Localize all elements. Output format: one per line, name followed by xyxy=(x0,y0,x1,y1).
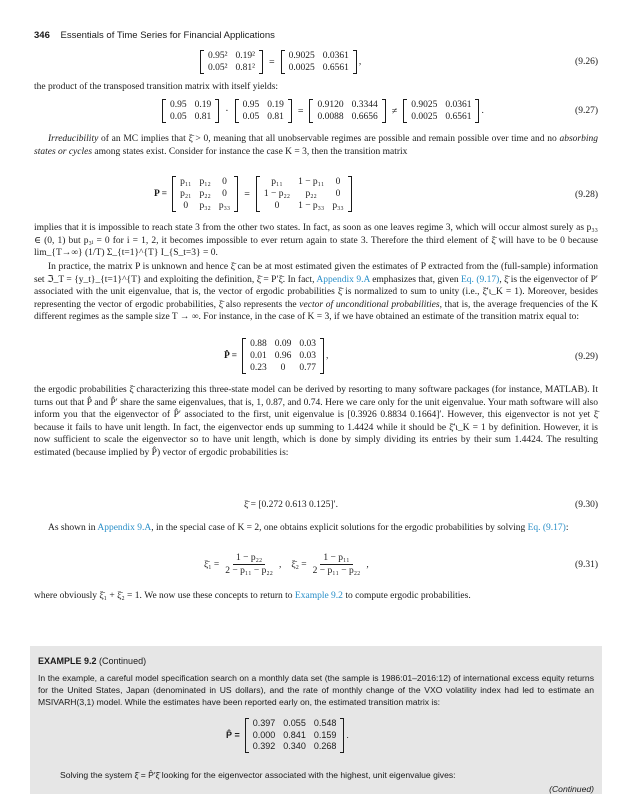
matrix-cell: 0.81 xyxy=(194,112,212,122)
matrix-cell: p₃₃ xyxy=(218,201,231,211)
equation-9-28: P = p₁₁ p₁₂ 0 p₂₁ p₂₂ 0 0 p₃₂ p₃₃ = p₁₁ 1 − p₁₁ 0 1 − p₂₂ p₂₂ 0 0 1 − p₃₃ p₃₃ (9.28) xyxy=(154,177,598,211)
matrix-cell: 0.0088 xyxy=(317,112,344,122)
matrix-cell: 0.95 xyxy=(242,100,260,110)
page-number: 346 xyxy=(34,30,50,41)
matrix-cell: 0.6561 xyxy=(445,112,472,122)
matrix-cell: 0.0361 xyxy=(445,100,472,110)
example-box xyxy=(30,646,602,794)
equation-number: (9.31) xyxy=(575,560,598,570)
matrix-cell: 0.9025 xyxy=(288,51,315,61)
paragraph-practice: In practice, the matrix P is unknown and hence ξ̄ can be at most estimated given the estimates of P extracted from the (full-sample) information set ℑ_T = {y_t}_{t=1}^{T} and exploiting the definition, ξ̄ = P′ξ̄. In fact, Appendix 9.A emphasizes that, given Eq. (9.17), ξ̄ is the eigenvector of P′ associated with the unit eigenvalue, that is, the vector of ergodic probabilities ξ̄ is normalized to sum to unity (i.e., ξ̄′ι_K = 1). Moreover, besides representing the vector of ergodic probabilities, ξ̄ also represents the vector of unconditional probabilities, that is, the average frequencies of the K different regimes as the sample size T → ∞. For instance, in the case of K = 3, if we have obtained an estimate of the transition matrix equal to: xyxy=(34,262,598,322)
matrix-cell: 0.548 xyxy=(313,718,337,728)
matrix-cell: 1 − p₃₃ xyxy=(298,201,325,211)
matrix-cell: p₁₁ xyxy=(271,177,283,187)
matrix-cell: p₃₃ xyxy=(332,201,344,211)
example-link[interactable]: Example 9.2 xyxy=(294,591,343,601)
matrix-cell: 0 xyxy=(222,177,227,187)
matrix-cell: 0.159 xyxy=(313,729,337,740)
matrix-cell: 0.95² xyxy=(208,51,228,61)
matrix-cell: 0.340 xyxy=(283,741,306,751)
matrix-cell: 0.19 xyxy=(194,100,212,110)
matrix-cell: 0.0025 xyxy=(288,63,315,73)
matrix-cell: p₂₂ xyxy=(199,189,211,199)
matrix-cell: 0.000 xyxy=(252,729,276,740)
matrix-cell: 0.19² xyxy=(235,51,255,61)
equation-9-26: 0.95² 0.19² 0.05² 0.81² = 0.9025 0.0361 0.0025 0.6561 , (9.26) xyxy=(34,48,598,78)
matrix-cell: 0.0025 xyxy=(411,112,438,122)
matrix-cell: 0.05² xyxy=(208,63,228,73)
paragraph-shown: As shown in Appendix 9.A, in the special case of K = 2, one obtains explicit solutions for the ergodic probabilities by solving Eq. (9.17): xyxy=(48,523,569,533)
appendix-link[interactable]: Appendix 9.A xyxy=(316,274,370,285)
matrix-cell: 0.6561 xyxy=(322,63,349,73)
matrix-cell: 1 − p₁₁ xyxy=(298,177,325,187)
matrix-cell: p₂₂ xyxy=(305,189,317,199)
matrix-result xyxy=(281,50,357,74)
appendix-link[interactable]: Appendix 9.A xyxy=(97,523,152,533)
example-text: In the example, a careful model specification search on a monthly data set (the sample is 1986:01–2016:12) of international excess equity returns for the United States, Japan (denominated in US dollars), and the rate of monthly change of the VXO volatility index had led to estimate an MSIVARH(3,1) model. While the estimates have been reported early on, the estimated transition matrix is: xyxy=(38,673,594,707)
matrix-cell: 1 − p₂₂ xyxy=(263,189,291,199)
matrix-cell: 0.3344 xyxy=(351,100,378,110)
matrix-cell: 0 xyxy=(274,201,280,211)
matrix-cell: 0.23 xyxy=(250,363,267,373)
paragraph-where: where obviously ξ̄₁ + ξ̄₂ = 1. We now use these concepts to return to Example 9.2 to compute ergodic probabilities. xyxy=(34,591,471,601)
matrix-cell: 0.0361 xyxy=(322,51,349,61)
matrix-cell: 0.05 xyxy=(170,112,187,122)
equation-9-31: ξ̄₁ = $\frac{\text{1 − p₂₂}}{\text{2 − p₁₁ − p₂₂}}$ , ξ̄₂ = $\frac{\text{1 − p₁₁}}{\text{2 − p₁₁ − p₂₂}}$ , (9.31) xyxy=(204,553,598,576)
paragraph-ergodic: the ergodic probabilities ξ̄ characterizing this three-state model can be derived by resorting to many software packages (for instance, MATLAB). It turns out that P̂ and P̂′ share the same eigenvalues, that is, 1, 0.87, and 0.74. Here we care only for the unit eigenvalue. Your math software will also inform you that the eigenvector of P̂′ associated to the first, unit eigenvalue is [0.3926 0.8834 0.1664]′. However, this eigenvector is not yet ξ̄ because it fails to have unit length. In fact, the eigenvector ends up summing to 1.4424 while it should be ξ̄′ι_K = 1 by definition. However, it is now sufficient to scale the eigenvector so to have unit length, which is done by simply dividing its entries by their sum 1.4424. The resulting estimated (because implied by P̂) vector of ergodic probabilities is: xyxy=(34,385,598,458)
paragraph-irreducibility: Irreducibility of an MC implies that ξ̄ > 0, meaning that all unobservable regimes are possible and remain possible over time and no absorbing states or cycles among states exist. Consider for instance the case K = 3, then the transition matrix xyxy=(34,134,598,157)
equation-number: (9.26) xyxy=(575,57,598,67)
paragraph-implies: implies that it is impossible to reach state 3 from the other two states. In fact, as soon as one leaves regime 3, which will occur almost surely as p₃₃ ∈ (0, 1) but p₃ᵢ = 0 for i = 1, 2, it becomes impossible to ever return again to state 3. Therefore the third element of ξ̄ will have to be 0 because lim_{T→∞} (1/T) Σ_{t=1}^{T} I_{S_t=3} = 0. xyxy=(34,223,598,258)
running-title: Essentials of Time Series for Financial Applications xyxy=(60,30,275,41)
equation-number: (9.29) xyxy=(575,352,598,362)
equation-number: (9.30) xyxy=(575,500,598,510)
example-title: EXAMPLE 9.2 (Continued) xyxy=(38,656,147,666)
matrix-cell: 0 xyxy=(335,177,341,187)
matrix-cell: 0.03 xyxy=(299,351,316,361)
matrix-cell: 0.6656 xyxy=(351,112,378,122)
matrix-cell: 0.397 xyxy=(252,718,276,728)
matrix-cell: p₂₁ xyxy=(180,189,192,199)
equation-link[interactable]: Eq. (9.17) xyxy=(461,274,500,285)
continued-label: (Continued) xyxy=(549,784,594,794)
matrix-cell: 0.81 xyxy=(267,112,284,122)
matrix-cell: 0.19 xyxy=(267,100,284,110)
matrix-cell: 0 xyxy=(222,189,227,199)
matrix-squared xyxy=(200,50,263,74)
matrix-cell: 0 xyxy=(280,363,286,373)
matrix-cell: 0 xyxy=(183,201,189,211)
matrix-cell: 0.03 xyxy=(299,339,316,349)
matrix-cell: p₁₂ xyxy=(199,177,211,187)
matrix-cell: 0.77 xyxy=(299,363,316,373)
equation-9-27: 0.95 0.19 0.05 0.81 · 0.95 0.19 0.05 0.81 = 0.9120 0.3344 0.0088 0.6656 ≠ 0.9025 0.0361 0.0025 0.6561 . (9.27) xyxy=(34,97,598,127)
matrix-cell: 0.01 xyxy=(250,351,267,361)
matrix-cell: 0.841 xyxy=(283,729,306,740)
equation-9-30: ξ̄ = [0.272 0.613 0.125]′. (9.30) xyxy=(244,500,598,510)
matrix-cell: 0.9120 xyxy=(317,100,344,110)
matrix-cell: 0.392 xyxy=(252,741,276,751)
equation-number: (9.28) xyxy=(575,190,598,200)
matrix-cell: 0.96 xyxy=(274,351,292,361)
equation-9-29: P̂ = 0.88 0.09 0.03 0.01 0.96 0.03 0.23 0 0.77 , (9.29) xyxy=(224,339,598,373)
matrix-cell: 0.05 xyxy=(242,112,260,122)
matrix-cell: p₁₁ xyxy=(180,177,192,187)
matrix-cell: 0.268 xyxy=(313,741,337,751)
matrix-cell: 0.81² xyxy=(235,63,255,73)
equation-link[interactable]: Eq. (9.17) xyxy=(527,523,566,533)
running-header xyxy=(34,30,275,41)
text-product: the product of the transposed transition matrix with itself yields: xyxy=(34,82,279,92)
matrix-cell: 0.09 xyxy=(274,339,292,349)
matrix-cell: 0.9025 xyxy=(411,100,438,110)
example-solve-text: Solving the system ξ̄ = P̂′ξ̄ looking for the eigenvector associated with the highest, unit eigenvalue gives: xyxy=(60,770,456,780)
matrix-cell: 0.95 xyxy=(170,100,187,110)
matrix-cell: 0.055 xyxy=(283,718,306,728)
matrix-cell: 0 xyxy=(335,189,341,199)
matrix-cell: p₃₂ xyxy=(199,201,211,211)
example-matrix: P̂ = 0.397 0.055 0.548 0.000 0.841 0.159 0.392 0.340 0.268 . xyxy=(226,718,349,751)
matrix-cell: 0.88 xyxy=(250,339,267,349)
equation-number: (9.27) xyxy=(575,106,598,116)
